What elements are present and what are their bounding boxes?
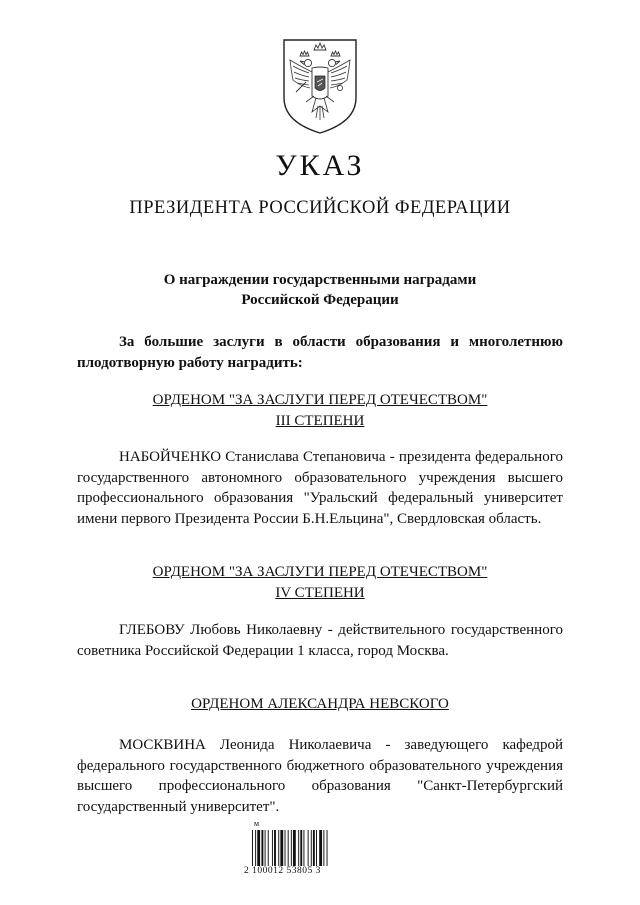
decree-subject <box>0 270 640 310</box>
barcode-bar <box>300 830 302 866</box>
award-recipient <box>77 735 563 817</box>
barcode-bar <box>274 830 276 866</box>
barcode-bar <box>291 830 292 866</box>
award-recipient-text: ГЛЕБОВУ Любовь Николаевну - действительного государственного советника Российской Федерации 1 класса, город Москва. <box>77 622 563 659</box>
barcode-bar <box>255 830 256 866</box>
barcode-bar <box>293 830 296 866</box>
award-order-line-2: III СТЕПЕНИ <box>275 412 365 429</box>
award-order-line-1: ОРДЕНОМ "ЗА ЗАСЛУГИ ПЕРЕД ОТЕЧЕСТВОМ" <box>152 392 488 408</box>
decree-subject-line-1: О награждении государственными наградами <box>163 272 477 288</box>
award-order-line-2: IV СТЕПЕНИ <box>275 584 365 601</box>
barcode-bar <box>252 830 253 866</box>
barcode-bar <box>285 830 286 866</box>
award-recipient <box>77 620 563 661</box>
award-recipient <box>77 447 563 529</box>
barcode-bar <box>323 830 324 866</box>
decree-intro <box>77 332 563 373</box>
barcode-bar <box>278 830 279 866</box>
barcode-bar <box>303 830 304 866</box>
decree-intro-text: За большие заслуги в области образования и многолетнюю плодотворную работу наградить: <box>77 334 563 371</box>
award-recipient-text: НАБОЙЧЕНКО Станислава Степановича - президента федерального государственного автономного образовательного учреждения высшего профессионального образования "Уральский федеральный университет имени первого Президента России Б.Н.Ельцина", Свердловская область. <box>77 449 563 527</box>
coat-of-arms-emblem <box>278 36 362 136</box>
barcode-bar <box>257 830 260 866</box>
decree-subject-line-2: Российской Федерации <box>241 292 399 308</box>
award-order-line-1: ОРДЕНОМ "ЗА ЗАСЛУГИ ПЕРЕД ОТЕЧЕСТВОМ" <box>152 564 488 580</box>
award-order-line-1: ОРДЕНОМ АЛЕКСАНДРА НЕВСКОГО <box>191 696 449 712</box>
award-order-title <box>0 390 640 431</box>
barcode-bar <box>280 830 283 866</box>
document-subtitle: ПРЕЗИДЕНТА РОССИЙСКОЙ ФЕДЕРАЦИИ <box>129 198 511 218</box>
award-order-title <box>0 694 640 715</box>
barcode-number: 2 100012 53805 3 <box>244 866 321 876</box>
barcode-bar <box>268 830 269 866</box>
award-recipient-text: МОСКВИНА Леонида Николаевича - заведующего кафедрой федерального государственного бюджетного образовательного учреждения высшего профессионального образования "Санкт-Петербургский государственный университет". <box>77 737 563 815</box>
barcode-bar <box>261 830 263 866</box>
barcode <box>252 830 352 866</box>
barcode-bar <box>316 830 317 866</box>
barcode-bar <box>288 830 289 866</box>
barcode-bar <box>311 830 312 866</box>
barcode-bar <box>327 830 328 866</box>
award-order-title <box>0 562 640 603</box>
barcode-bar <box>298 830 299 866</box>
barcode-bar <box>319 830 322 866</box>
barcode-bar <box>265 830 266 866</box>
barcode-bar <box>272 830 273 866</box>
barcode-mark: м <box>254 819 260 828</box>
barcode-bar <box>313 830 315 866</box>
document-title: УКАЗ <box>275 149 365 182</box>
barcode-block <box>244 820 356 876</box>
barcode-bar <box>308 830 309 866</box>
